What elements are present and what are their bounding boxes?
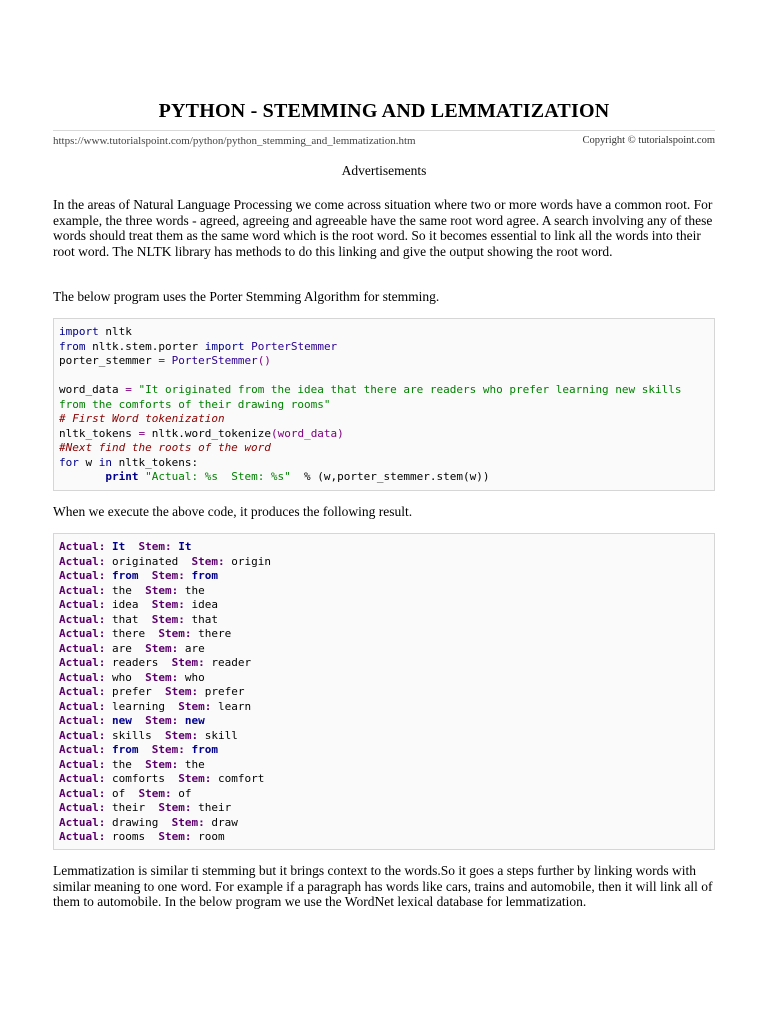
code-token: word_data	[59, 383, 126, 396]
output-stem-value: draw	[211, 815, 238, 829]
output-actual-label: Actual:	[59, 554, 112, 568]
code-token: in	[98, 455, 112, 469]
output-actual-value: their	[111, 801, 146, 814]
output-stem-label: Stem:	[131, 757, 185, 771]
code-comment: # First Word tokenization	[59, 412, 225, 425]
output-stem-label: Stem:	[151, 728, 205, 742]
output-actual-label: Actual:	[59, 569, 112, 582]
output-line	[59, 772, 264, 785]
output-actual-value: It	[111, 540, 126, 553]
output-listing	[54, 534, 714, 851]
code-token: import	[204, 339, 245, 353]
output-stem-value: who	[184, 670, 205, 684]
code-token: import	[59, 325, 99, 338]
output-actual-value: the	[111, 583, 132, 597]
output-stem-label: Stem:	[131, 583, 185, 597]
output-actual-label: Actual:	[59, 830, 112, 843]
output-stem-value: the	[184, 757, 205, 771]
output-stem-value: from	[191, 569, 218, 582]
output-actual-label: Actual:	[59, 801, 112, 814]
advertisements-label: Advertisements	[341, 163, 427, 178]
code-token: nltk.stem.porter	[85, 339, 205, 353]
output-stem-label: Stem:	[158, 815, 212, 829]
source-url[interactable]: https://www.tutorialspoint.com/python/python_stemming_and_lemmatization.htm	[53, 135, 416, 147]
output-stem-label: Stem:	[138, 612, 192, 626]
code-token: "Actual: %s Stem: %s"	[138, 470, 291, 483]
code-token: PorterStemmer	[164, 354, 258, 367]
output-stem-label: Stem:	[131, 670, 185, 684]
code-block-output[interactable]	[53, 533, 715, 850]
output-actual-label: Actual:	[59, 786, 112, 800]
code-token: (word_data)	[270, 426, 344, 440]
output-actual-label: Actual:	[59, 641, 112, 655]
code-token: "It originated from the idea that there are readers who prefer learning new skills	[131, 383, 682, 396]
output-stem-label: Stem:	[164, 699, 218, 713]
output-stem-value: reader	[211, 656, 252, 669]
execute-paragraph: When we execute the above code, it produces the following result.	[53, 504, 413, 519]
code-token: print	[105, 470, 139, 483]
code-listing	[54, 319, 714, 491]
output-stem-value: skill	[204, 728, 238, 742]
output-line	[59, 569, 218, 582]
output-actual-label: Actual:	[59, 627, 112, 640]
code-token: =	[125, 383, 132, 396]
output-actual-label: Actual:	[59, 728, 112, 742]
output-actual-value: are	[111, 641, 132, 655]
code-token: nltk_tokens:	[112, 455, 199, 469]
output-line	[59, 584, 205, 597]
output-actual-value: who	[111, 670, 132, 684]
code-comment: #Next find the roots of the word	[59, 441, 271, 454]
output-line	[59, 555, 271, 568]
output-stem-label: Stem:	[131, 641, 185, 655]
code-block-stemming[interactable]	[53, 318, 715, 491]
output-actual-label: Actual:	[59, 540, 112, 553]
output-line	[59, 656, 251, 669]
code-token: for	[59, 455, 79, 469]
output-actual-value: the	[111, 757, 132, 771]
output-actual-label: Actual:	[59, 583, 112, 597]
output-stem-value: that	[191, 612, 218, 626]
output-actual-label: Actual:	[59, 743, 112, 756]
code-token: w	[78, 455, 99, 469]
output-actual-label: Actual:	[59, 598, 112, 611]
output-actual-label: Actual:	[59, 714, 112, 727]
output-actual-label: Actual:	[59, 670, 112, 684]
output-stem-label: Stem:	[138, 743, 192, 756]
output-stem-label: Stem:	[178, 554, 232, 568]
output-actual-value: of	[111, 786, 126, 800]
output-line	[59, 787, 191, 800]
output-line	[59, 801, 231, 814]
code-token	[59, 470, 105, 483]
output-stem-value: their	[198, 801, 232, 814]
output-line	[59, 743, 218, 756]
output-stem-value: of	[178, 786, 192, 800]
output-actual-value: prefer	[111, 685, 152, 698]
output-line	[59, 598, 218, 611]
output-actual-label: Actual:	[59, 815, 112, 829]
output-line	[59, 671, 205, 684]
output-line	[59, 700, 251, 713]
output-actual-value: readers	[111, 656, 159, 669]
output-line	[59, 830, 225, 843]
page-title: PYTHON - STEMMING AND LEMMATIZATION	[158, 100, 610, 122]
output-stem-value: room	[198, 830, 225, 843]
output-actual-label: Actual:	[59, 772, 112, 785]
output-stem-label: Stem:	[145, 627, 199, 640]
output-stem-value: new	[184, 714, 205, 727]
output-stem-value: comfort	[217, 772, 265, 785]
code-token: % (w,porter_stemmer.stem(w))	[290, 470, 490, 483]
output-stem-label: Stem:	[125, 540, 179, 553]
output-actual-label: Actual:	[59, 699, 112, 713]
code-token: PorterStemmer	[244, 339, 338, 353]
output-actual-label: Actual:	[59, 612, 112, 626]
output-stem-label: Stem:	[158, 656, 212, 669]
output-stem-label: Stem:	[145, 830, 199, 843]
code-token: nltk	[98, 325, 132, 338]
code-token: from	[59, 339, 86, 353]
output-line	[59, 714, 205, 727]
output-stem-value: idea	[191, 598, 218, 611]
code-token: nltk_tokens	[59, 426, 139, 440]
output-stem-label: Stem:	[131, 714, 185, 727]
code-token: nltk.word_tokenize	[145, 426, 271, 440]
intro-paragraph: In the areas of Natural Language Processing we come across situation where two or more words have a common root. For example, the three words - agreed, agreeing and agreeable have the same root word agree. A search involving any of these words should treat them as the same word which is the root word. So it becomes essential to link all the words into their root word. The NLTK library has methods to do this linking and give the output showing the root word.	[53, 197, 713, 260]
output-stem-label: Stem:	[138, 598, 192, 611]
output-actual-value: there	[111, 627, 146, 640]
output-line	[59, 540, 191, 553]
output-actual-value: new	[111, 714, 132, 727]
output-actual-value: rooms	[111, 830, 146, 843]
output-line	[59, 613, 218, 626]
lemmatization-paragraph: Lemmatization is similar ti stemming but it brings context to the words.So it goes a steps further by linking words with similar meaning to one word. For example if a paragraph has words like cars, trains and automobile, then it will link all of them to automobile. In the below program we use the WordNet lexical database for lemmatization.	[53, 863, 713, 910]
output-stem-label: Stem:	[138, 569, 192, 582]
output-stem-label: Stem:	[145, 801, 199, 814]
output-stem-value: the	[184, 583, 205, 597]
output-stem-value: learn	[217, 699, 252, 713]
output-actual-label: Actual:	[59, 685, 112, 698]
output-stem-value: It	[178, 540, 192, 553]
output-stem-label: Stem:	[125, 786, 179, 800]
code-token: from the comforts of their drawing rooms"	[59, 397, 331, 411]
output-stem-label: Stem:	[151, 685, 205, 698]
output-stem-value: are	[184, 641, 205, 655]
output-actual-value: learning	[111, 699, 165, 713]
code-token: ()	[257, 354, 271, 367]
output-line	[59, 627, 231, 640]
output-actual-label: Actual:	[59, 656, 112, 669]
output-actual-value: idea	[111, 598, 139, 611]
output-actual-value: comforts	[111, 772, 165, 785]
code-token: =	[158, 354, 165, 367]
output-actual-value: originated	[111, 554, 179, 568]
porter-paragraph: The below program uses the Porter Stemming Algorithm for stemming.	[53, 289, 440, 304]
output-actual-value: from	[111, 569, 139, 582]
output-actual-label: Actual:	[59, 757, 112, 771]
output-line	[59, 685, 244, 698]
output-stem-value: prefer	[204, 685, 245, 698]
output-actual-value: drawing	[111, 815, 159, 829]
url-bar	[53, 130, 715, 151]
output-stem-value: origin	[231, 554, 271, 568]
output-stem-label: Stem:	[164, 772, 218, 785]
output-stem-value: from	[191, 743, 218, 756]
output-actual-value: from	[111, 743, 139, 756]
output-line	[59, 729, 238, 742]
code-token: porter_stemmer	[59, 354, 159, 367]
output-line	[59, 816, 238, 829]
copyright-notice: Copyright © tutorialspoint.com	[582, 135, 715, 146]
output-actual-value: skills	[111, 728, 152, 742]
output-stem-value: there	[198, 627, 232, 640]
output-line	[59, 642, 205, 655]
output-actual-value: that	[111, 612, 139, 626]
output-line	[59, 758, 205, 771]
code-token: =	[138, 426, 146, 440]
